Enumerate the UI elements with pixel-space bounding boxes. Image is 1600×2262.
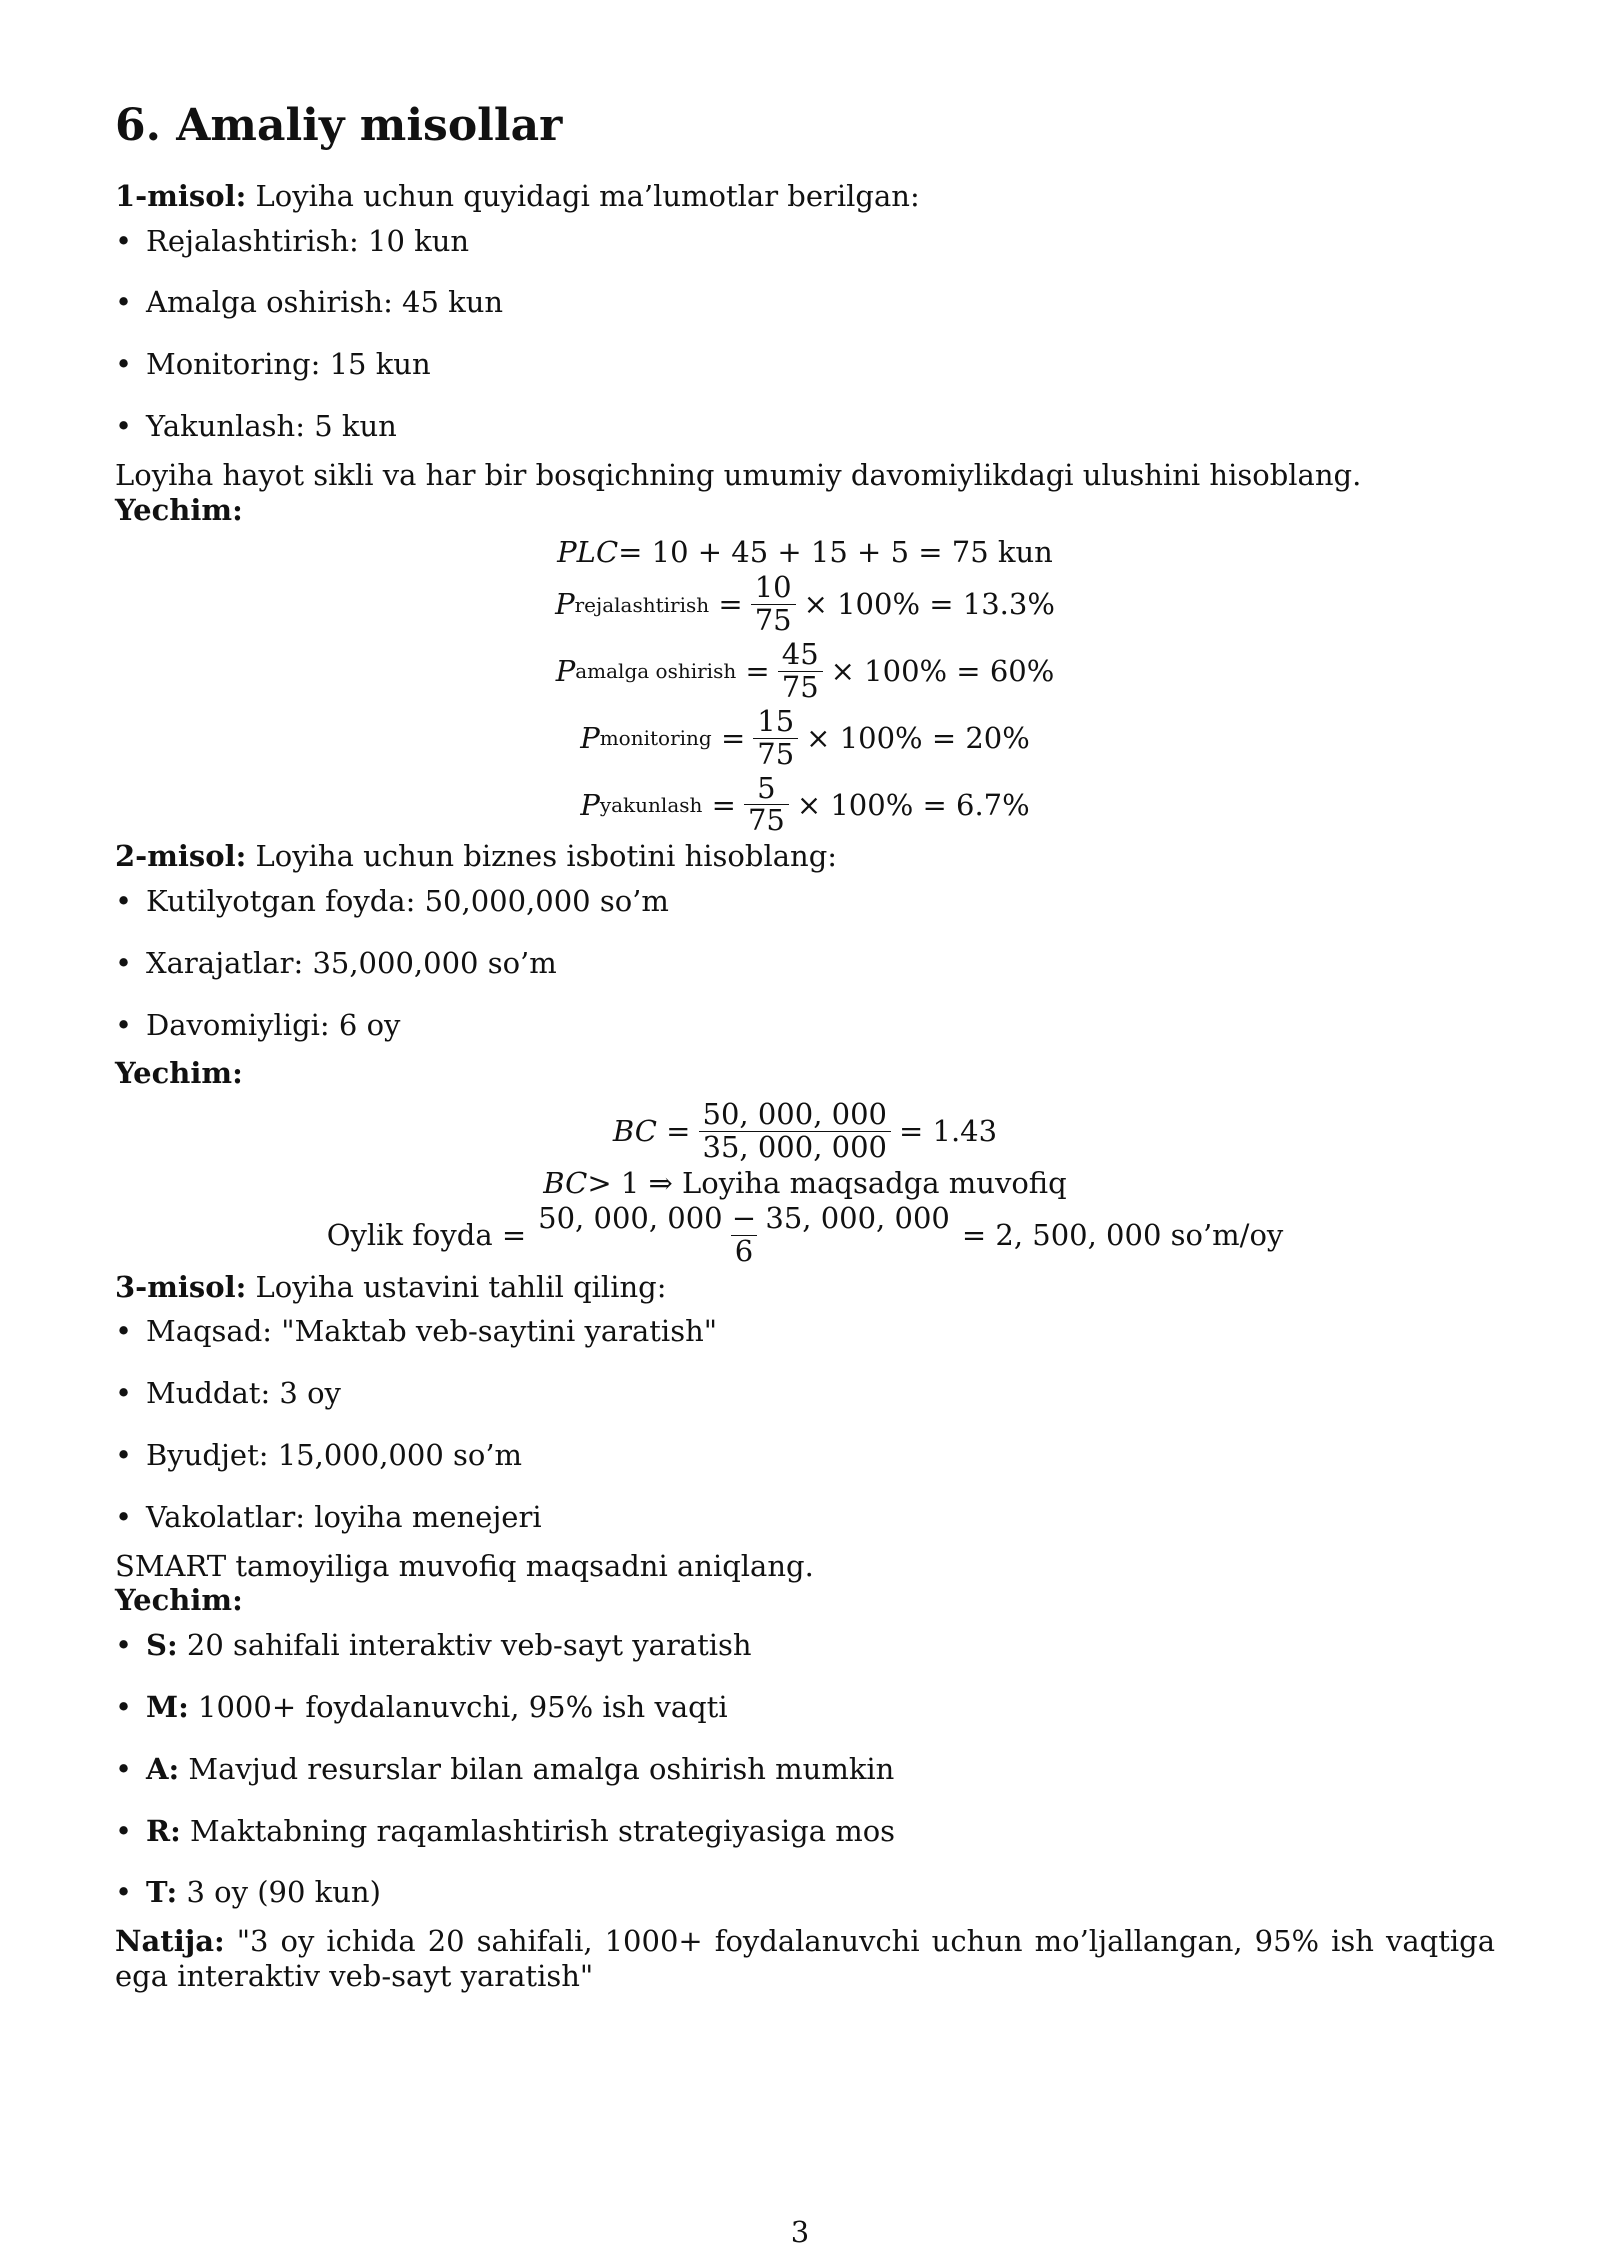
eq-denominator: 75 <box>778 671 823 704</box>
list-item: • Byudjet: 15,000,000 so’m <box>115 1438 1495 1473</box>
eq-subscript: rejalashtirish <box>574 592 710 617</box>
ex3-solution-label <box>115 1583 1495 1618</box>
ex2-intro <box>115 839 1495 874</box>
eq-row: P rejalashtirish = $\frac{10}{75}$ × 100% = 13.3% <box>555 570 1055 638</box>
eq-bc-lhs: BC <box>612 1114 657 1149</box>
eq-monthly-lhs: Oylik foyda = <box>326 1217 527 1252</box>
ex3-list <box>115 1314 1495 1534</box>
ex2-intro-text: Loyiha uchun biznes isbotini hisoblang: <box>246 839 838 874</box>
eq-symbol: P <box>580 787 600 822</box>
eq-subscript: yakunlash <box>599 792 703 817</box>
smart-value: Mavjud resurslar bilan amalga oshirish mumkin <box>179 1751 895 1786</box>
smart-list <box>115 1628 1495 1910</box>
eq-bc-cond-lhs: BC <box>543 1166 588 1201</box>
ex2-list <box>115 884 1495 1042</box>
eq-bc-condition <box>115 1166 1495 1201</box>
eq-subscript: monitoring <box>599 726 712 751</box>
eq-rhs: × 100% = 20% <box>806 720 1030 755</box>
smart-value: Maktabning raqamlashtirish strategiyasiga mos <box>180 1813 896 1848</box>
eq-symbol: P <box>580 720 600 755</box>
eq-symbol: P <box>555 653 576 688</box>
list-item: • Maqsad: "Maktab veb-saytini yaratish" <box>115 1314 1495 1349</box>
ex3-intro <box>115 1270 1495 1305</box>
eq-plc <box>115 535 1495 570</box>
eq-bc: BC = $\frac{50, 000, 000}{35, 000, 000}$ = 1.43 <box>612 1097 998 1165</box>
eq-numerator: 15 <box>757 703 795 738</box>
list-item: • Davomiyligi: 6 oy <box>115 1008 1495 1043</box>
eq-denominator: 35, 000, 000 <box>699 1131 891 1164</box>
eq-rhs: × 100% = 13.3% <box>803 587 1055 622</box>
ex2-solution-label <box>115 1056 1495 1091</box>
eq-rhs: = 1.43 <box>898 1114 998 1149</box>
list-item: • Yakunlash: 5 kun <box>115 409 1495 444</box>
ex3-label: 3-misol: <box>115 1269 247 1304</box>
ex3-intro-text: Loyiha ustavini tahlil qiling: <box>246 1269 667 1304</box>
eq-subscript: amalga oshirish <box>575 659 737 684</box>
ex3-task: SMART tamoyiliga muvofiq maqsadni aniqlang. <box>115 1548 814 1583</box>
list-item: • Vakolatlar: loyiha menejeri <box>115 1500 1495 1535</box>
eq-plc-lhs: PLC <box>557 535 619 570</box>
eq-rhs: = 2, 500, 000 so’m/oy <box>961 1217 1284 1252</box>
eq-denominator: 75 <box>751 604 796 637</box>
smart-key: M: <box>146 1690 189 1725</box>
eq-symbol: P <box>555 587 575 622</box>
smart-key: A: <box>146 1751 180 1786</box>
eq-row: P amalga oshirish = $\frac{45}{75}$ × 100% = 60% <box>555 636 1055 704</box>
list-item: • Kutilyotgan foyda: 50,000,000 so’m <box>115 884 1495 919</box>
page-number: 3 <box>790 2215 810 2249</box>
eq-fraction <box>778 636 823 704</box>
solution-label: Yechim: <box>115 1583 243 1618</box>
list-item: • Xarajatlar: 35,000,000 so’m <box>115 946 1495 981</box>
list-item: • Rejalashtirish: 10 kun <box>115 224 1495 259</box>
eq-denominator: 6 <box>731 1235 757 1268</box>
ex2-label: 2-misol: <box>115 839 247 874</box>
ex1-solution-label <box>115 493 1495 528</box>
ex1-intro-text: Loyiha uchun quyidagi ma’lumotlar berilgan: <box>246 178 920 213</box>
eq-numerator: 5 <box>757 770 776 805</box>
smart-value: 3 oy (90 kun) <box>177 1875 381 1910</box>
smart-value: 20 sahifali interaktiv veb-sayt yaratish <box>177 1628 752 1663</box>
eq-fraction <box>751 572 796 637</box>
smart-key: R: <box>146 1813 181 1848</box>
eq-bc-cond-rhs: > 1 ⇒ Loyiha maqsadga muvofiq <box>587 1166 1067 1201</box>
eq-numerator: 50, 000, 000 <box>702 1097 887 1132</box>
eq-numerator: 45 <box>781 636 819 671</box>
section-title: 6. Amaliy misollar <box>115 100 563 151</box>
page-content <box>115 100 1495 1994</box>
eq-plc-rhs: = 10 + 45 + 15 + 5 = 75 kun <box>618 535 1053 570</box>
list-item: • Muddat: 3 oy <box>115 1376 1495 1411</box>
ex1-label: 1-misol: <box>115 178 247 213</box>
eq-numerator: 10 <box>754 570 792 605</box>
ex1-intro <box>115 179 1495 214</box>
ex3-result <box>115 1924 1495 1994</box>
eq-rhs: × 100% = 60% <box>830 653 1055 688</box>
list-item <box>115 1752 1495 1787</box>
smart-key: T: <box>146 1875 178 1910</box>
result-text: "3 oy ichida 20 sahifali, 1000+ foydalanuvchi uchun mo’ljallangan, 95% ish vaqtiga ega interaktiv veb-sayt yaratish" <box>115 1924 1495 1993</box>
list-item <box>115 1875 1495 1910</box>
eq-fraction <box>534 1200 954 1268</box>
eq-rhs: × 100% = 6.7% <box>796 787 1030 822</box>
ex1-task: Loyiha hayot sikli va har bir bosqichning umumiy davomiylikdagi ulushini hisoblang. <box>115 457 1362 492</box>
eq-row: P monitoring = $\frac{15}{75}$ × 100% = 20% <box>580 703 1030 771</box>
smart-value: 1000+ foydalanuvchi, 95% ish vaqti <box>188 1690 728 1725</box>
eq-fraction <box>699 1099 891 1164</box>
solution-label: Yechim: <box>115 492 243 527</box>
list-item <box>115 1690 1495 1725</box>
list-item: • Amalga oshirish: 45 kun <box>115 285 1495 320</box>
list-item <box>115 1814 1495 1849</box>
eq-row: P yakunlash = $\frac{5}{75}$ × 100% = 6.7% <box>580 770 1030 838</box>
eq-numerator: 50, 000, 000 − 35, 000, 000 <box>538 1200 950 1235</box>
ex1-list <box>115 224 1495 444</box>
solution-label: Yechim: <box>115 1056 243 1091</box>
smart-key: S: <box>146 1628 178 1663</box>
eq-monthly <box>115 1200 1495 1268</box>
eq-denominator: 75 <box>753 738 798 771</box>
eq-denominator: 75 <box>744 804 789 837</box>
list-item: • Monitoring: 15 kun <box>115 347 1495 382</box>
result-label: Natija: <box>115 1924 225 1959</box>
list-item <box>115 1628 1495 1663</box>
eq-fraction <box>744 770 789 838</box>
eq-fraction <box>753 703 798 771</box>
